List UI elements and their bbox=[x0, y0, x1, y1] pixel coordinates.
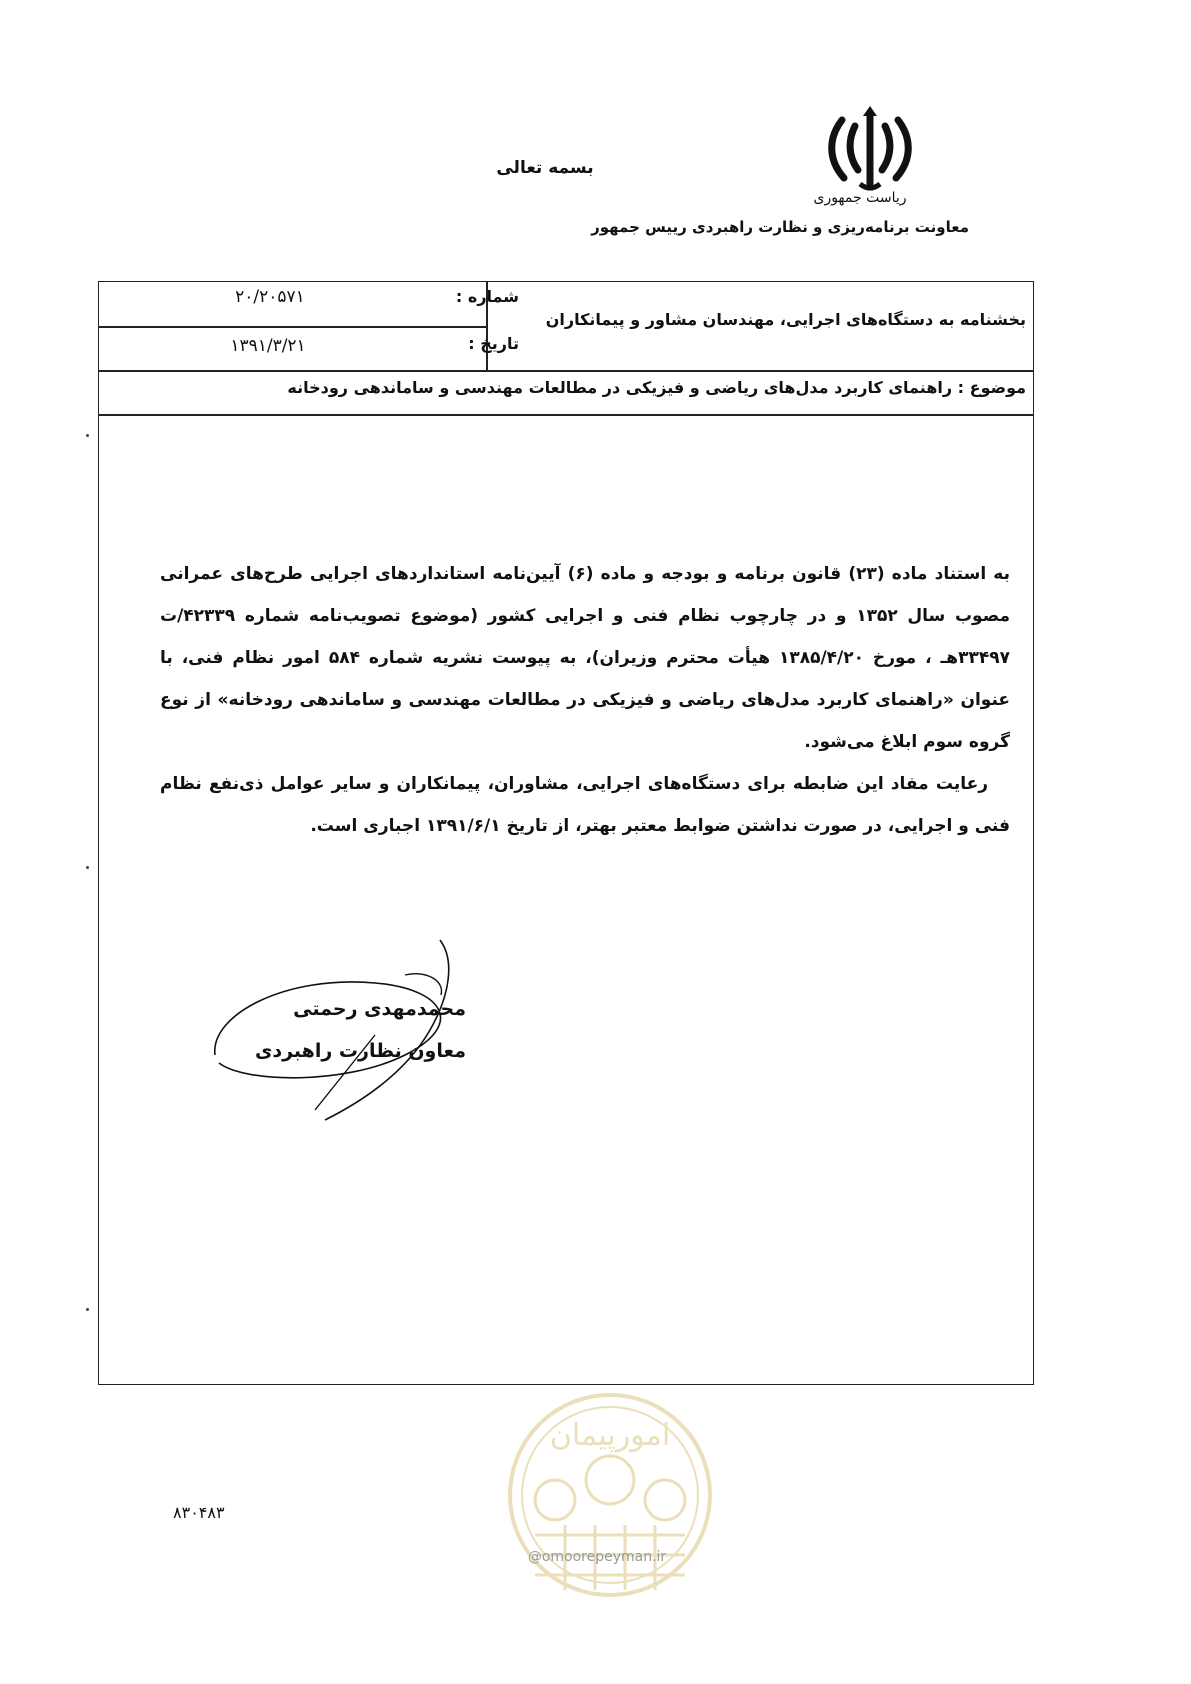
presidency-label: ریاست جمهوری bbox=[813, 190, 907, 206]
margin-mark bbox=[86, 1308, 89, 1311]
stamp-seal bbox=[495, 1385, 725, 1635]
recipients-line: بخشنامه به دستگاه‌های اجرایی، مهندسان مشاور و پیمانکاران bbox=[545, 310, 1026, 329]
body-paragraph: رعایت مفاد این ضابطه برای دستگاه‌های اجرایی، مشاوران، پیمانکاران و سایر عوامل ذی‌نفع نظام فنی و اجرایی، در صورت نداشتن ضوابط معتبر بهتر، از تاریخ ۱۳۹۱/۶/۱ اجباری است. bbox=[160, 774, 1010, 836]
margin-mark bbox=[86, 866, 89, 869]
deputy-office-label: معاونت برنامه‌ریزی و نظارت راهبردی رییس جمهور bbox=[591, 218, 969, 236]
handwritten-signature bbox=[205, 935, 535, 1125]
number-label: شماره : bbox=[455, 287, 519, 306]
divider bbox=[98, 370, 1034, 372]
website-watermark: @omoorepeyman.ir bbox=[527, 1549, 667, 1565]
date-value: ۱۳۹۱/۳/۲۱ bbox=[230, 336, 306, 356]
subject-line: موضوع : راهنمای کاربرد مدل‌های ریاضی و فیزیکی در مطالعات مهندسی و ساماندهی رودخانه bbox=[287, 378, 1026, 397]
date-label: تاریخ : bbox=[468, 334, 519, 353]
divider bbox=[98, 414, 1034, 416]
bismillah-heading: بسمه تعالی bbox=[496, 158, 594, 178]
svg-text:امورپیمان: امورپیمان bbox=[549, 1418, 671, 1453]
signatory-name: محمدمهدی رحمتی bbox=[293, 998, 466, 1020]
signatory-title: معاون نظارت راهبردی bbox=[254, 1040, 466, 1062]
divider bbox=[98, 326, 486, 328]
serial-number: ۸۳۰۴۸۳ bbox=[173, 1503, 225, 1522]
margin-mark bbox=[86, 434, 89, 437]
iran-emblem-icon bbox=[820, 98, 920, 198]
body-paragraph: به استناد ماده (۲۳) قانون برنامه و بودجه و ماده (۶) آیین‌نامه استانداردهای اجرایی طرح‌های عمرانی مصوب سال ۱۳۵۲ و در چارچوب نظام فنی و اجرایی کشور (موضوع تصویب‌نامه شماره ۴۲۳۳۹/ت ۳۳۴۹۷هـ ، مورخ ۱۳۸۵/۴/۲۰ هیأت محترم وزیران)، به پیوست نشریه شماره ۵۸۴ امور نظام فنی، با عنوان «راهنمای کاربرد مدل‌های ریاضی و فیزیکی در مطالعات مهندسی و ساماندهی رودخانه» از نوع گروه سوم ابلاغ می‌شود. bbox=[160, 564, 1010, 752]
letter-body bbox=[160, 553, 1010, 847]
number-value: ۲۰/۲۰۵۷۱ bbox=[235, 287, 305, 307]
